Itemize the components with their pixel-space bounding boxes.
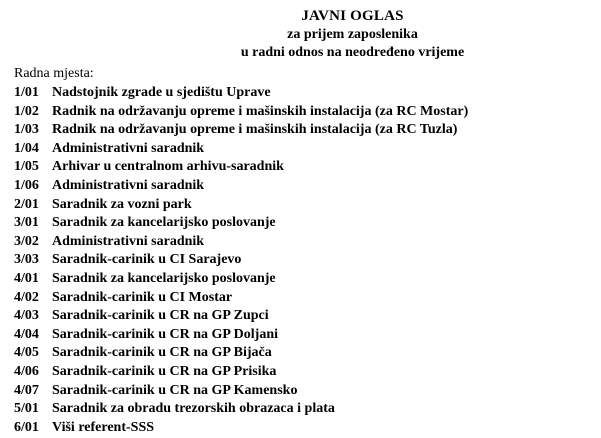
positions-list xyxy=(14,84,468,437)
position-code: 4/02 xyxy=(14,289,39,305)
position-item xyxy=(14,344,468,363)
position-code: 1/02 xyxy=(14,103,39,119)
document-subtitle-line2: u radni odnos na neodređeno vrijeme xyxy=(240,45,465,60)
document-subtitle-line1: za prijem zaposlenika xyxy=(287,27,418,42)
position-item xyxy=(14,196,468,215)
position-item xyxy=(14,363,468,382)
position-item xyxy=(14,140,468,159)
section-label: Radna mjesta: xyxy=(14,66,94,81)
position-code: 1/04 xyxy=(14,140,39,156)
position-item xyxy=(14,326,468,345)
position-code: 1/01 xyxy=(14,85,39,100)
position-title: Saradnik-carinik u CI Sarajevo xyxy=(52,252,242,268)
position-item xyxy=(14,270,468,289)
position-item xyxy=(14,233,468,252)
position-title: Arhivar u centralnom arhivu-saradnik xyxy=(52,159,284,175)
position-title: Saradnik za kancelarijsko poslovanje xyxy=(52,215,276,231)
position-code: 1/06 xyxy=(14,177,39,193)
position-code: 4/03 xyxy=(14,308,39,324)
position-item xyxy=(14,251,468,270)
position-title: Administrativni saradnik xyxy=(52,140,205,156)
position-item xyxy=(14,307,468,326)
position-item xyxy=(14,177,468,196)
position-item xyxy=(14,103,468,122)
position-item xyxy=(14,419,468,438)
position-code: 4/06 xyxy=(14,363,39,379)
position-title: Saradnik za obradu trezorskih obrazaca i plata xyxy=(52,401,335,417)
document-title: JAVNI OGLAS xyxy=(301,8,404,24)
position-title: Radnik na održavanju opreme i mašinskih instalacija (za RC Tuzla) xyxy=(52,122,458,138)
position-code: 4/05 xyxy=(14,345,39,361)
position-code: 5/01 xyxy=(14,401,39,417)
position-code: 4/04 xyxy=(14,326,39,342)
position-title: Saradnik-carinik u CR na GP Kamensko xyxy=(52,382,298,398)
position-item xyxy=(14,400,468,419)
position-code: 2/01 xyxy=(14,196,39,212)
position-code: 1/03 xyxy=(14,122,39,138)
position-title: Administrativni saradnik xyxy=(52,233,205,249)
position-title: Saradnik za vozni park xyxy=(52,196,192,212)
position-item xyxy=(14,121,468,140)
position-code: 3/01 xyxy=(14,215,39,231)
position-code: 3/02 xyxy=(14,233,39,249)
position-title: Saradnik-carinik u CR na GP Bijača xyxy=(52,345,272,361)
position-code: 1/05 xyxy=(14,159,39,175)
position-code: 3/03 xyxy=(14,252,39,268)
position-item xyxy=(14,214,468,233)
position-title: Saradnik-carinik u CR na GP Doljani xyxy=(52,326,278,342)
position-title: Nadstojnik zgrade u sjedištu Uprave xyxy=(52,85,271,100)
position-title: Radnik na održavanju opreme i mašinskih instalacija (za RC Mostar) xyxy=(52,103,469,119)
position-item xyxy=(14,84,468,103)
position-code: 4/01 xyxy=(14,270,39,286)
position-code: 6/01 xyxy=(14,419,39,435)
position-item xyxy=(14,382,468,401)
position-title: Viši referent-SSS xyxy=(52,419,155,435)
position-title: Administrativni saradnik xyxy=(52,177,205,193)
position-title: Saradnik-carinik u CR na GP Zupci xyxy=(52,308,269,324)
position-title: Saradnik za kancelarijsko poslovanje xyxy=(52,270,276,286)
position-item xyxy=(14,158,468,177)
position-title: Saradnik-carinik u CI Mostar xyxy=(52,289,233,305)
position-item xyxy=(14,289,468,308)
position-code: 4/07 xyxy=(14,382,39,398)
position-title: Saradnik-carinik u CR na GP Prisika xyxy=(52,363,277,379)
